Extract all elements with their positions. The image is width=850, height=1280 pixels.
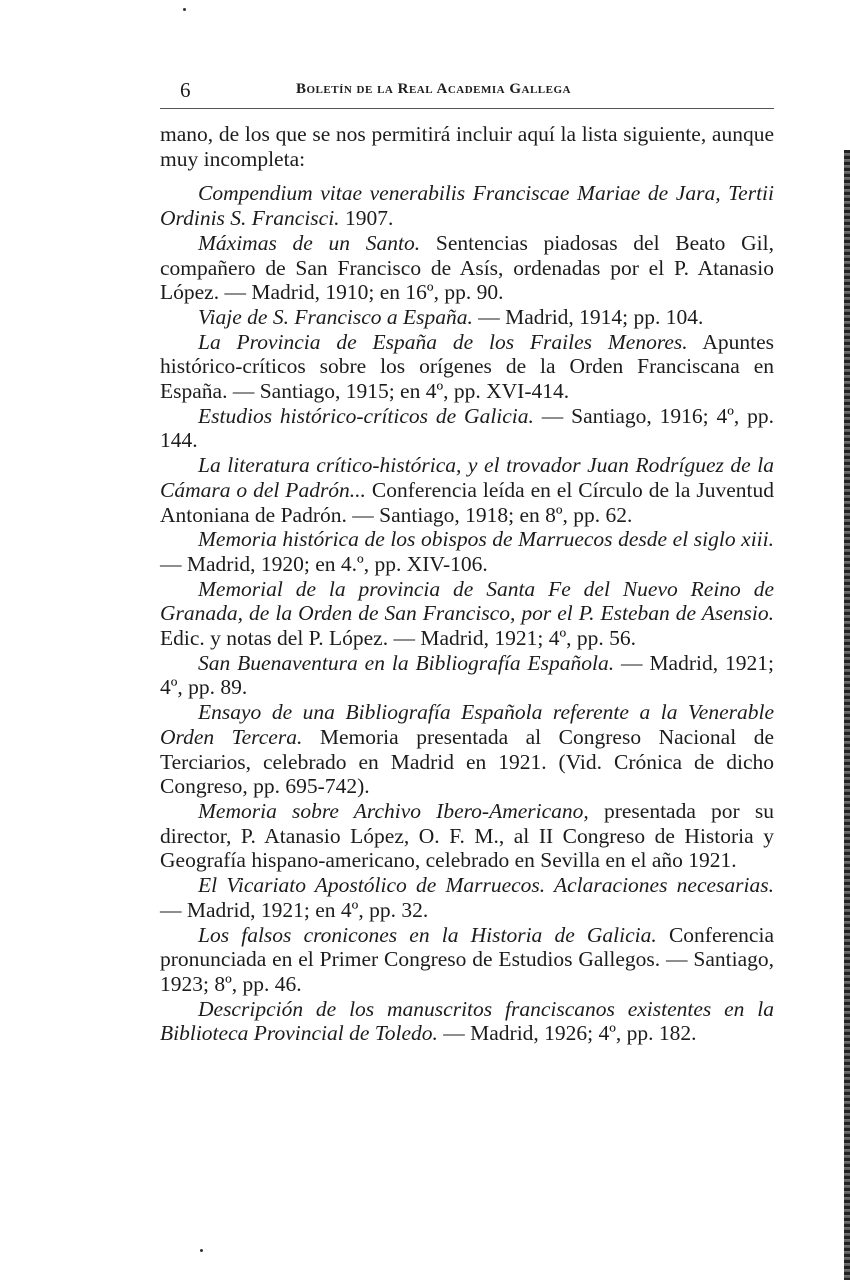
entry-title: Viaje de S. Francisco a España. xyxy=(198,304,473,329)
bibliography-entry xyxy=(160,799,774,873)
bibliography-entry xyxy=(160,231,774,305)
bibliography-entry xyxy=(160,997,774,1046)
speck-mark xyxy=(183,8,186,11)
scan-edge-shadow xyxy=(844,150,850,1280)
entry-title: La Provincia de España de los Frailes Menores. xyxy=(198,329,688,354)
bibliography-entry xyxy=(160,404,774,453)
bibliography-entry xyxy=(160,527,774,576)
entry-details: — Madrid, 1920; en 4.º, pp. XIV-106. xyxy=(160,551,488,576)
bibliography-entry xyxy=(160,923,774,997)
entry-details: 1907. xyxy=(339,206,394,231)
running-title: Boletín de la Real Academia Gallega xyxy=(296,81,571,97)
bibliography-list xyxy=(160,181,774,1046)
bibliography-entry xyxy=(160,651,774,700)
entry-details: Memoria presentada al Congreso Nacional de Terciarios, celebrado en Madrid en 1921. (Vid. Crónica de dicho Congreso, pp. 695-742). xyxy=(160,724,775,799)
entry-details: — Madrid, 1921; en 4º, pp. 32. xyxy=(160,897,429,922)
intro-paragraph: mano, de los que se nos permitirá incluir aquí la lista siguiente, aunque muy incompleta: xyxy=(160,122,774,171)
entry-title: Memorial de la provincia de Santa Fe del Nuevo Reino de Granada, de la Orden de San Francisco, por el P. Esteban de Asensio. xyxy=(160,576,774,626)
entry-title: Compendium vitae venerabilis Franciscae Mariae de Jara, Tertii Ordinis S. Francisci. xyxy=(160,181,774,231)
entry-details: Sentencias piadosas del Beato Gil, compañero de San Francisco de Asís, ordenadas por el P. Atanasio López. — Madrid, 1910; en 16º, pp. 90. xyxy=(160,230,775,305)
entry-title: Los falsos cronicones en la Historia de Galicia. xyxy=(198,922,657,947)
entry-details: presentada por su director, P. Atanasio López, O. F. M., al II Congreso de Historia y Geografía hispano-americano, celebrado en Sevilla en el año 1921. xyxy=(160,798,775,873)
entry-details: — Santiago, 1916; 4º, pp. 144. xyxy=(160,403,774,453)
entry-title: La literatura crítico-histórica, y el trovador Juan Rodríguez de la Cámara o del Padrón... xyxy=(160,453,774,502)
header-rule xyxy=(160,108,774,109)
speck-mark xyxy=(200,1249,203,1252)
entry-details: Conferencia leída en el Círculo de la Juventud Antoniana de Padrón. — Santiago, 1918; en 8º, pp. 62. xyxy=(160,477,775,527)
bibliography-entry xyxy=(160,305,774,330)
page-number: 6 xyxy=(180,78,191,102)
entry-details: — Madrid, 1921; 4º, pp. 89. xyxy=(160,650,774,700)
entry-details: — Madrid, 1914; pp. 104. xyxy=(472,304,704,329)
entry-details: Apuntes histórico-críticos sobre los orígenes de la Orden Franciscana en España. — Santiago, 1915; en 4º, pp. XVI-414. xyxy=(160,329,775,404)
entry-title: Ensayo de una Bibliografía Española referente a la Venerable Orden Tercera. xyxy=(160,700,774,749)
page-header xyxy=(160,78,774,102)
bibliography-entry xyxy=(160,453,774,527)
bibliography-entry xyxy=(160,577,774,651)
entry-title: Máximas de un Santo. xyxy=(198,230,421,255)
entry-details: — Madrid, 1926; 4º, pp. 182. xyxy=(437,1021,697,1046)
entry-details: Edic. y notas del P. López. — Madrid, 1921; 4º, pp. 56. xyxy=(160,626,637,651)
bibliography-entry xyxy=(160,181,774,230)
bibliography-entry xyxy=(160,700,774,799)
entry-details: Conferencia pronunciada en el Primer Congreso de Estudios Gallegos. — Santiago, 1923; 8º, pp. 46. xyxy=(160,922,774,996)
entry-title: San Buenaventura en la Bibliografía Española. xyxy=(198,650,615,675)
entry-title: Memoria sobre Archivo Ibero-Americano, xyxy=(198,798,589,823)
entry-title: Descripción de los manuscritos franciscanos existentes en la Biblioteca Provincial de Toledo. xyxy=(160,996,774,1046)
entry-title: El Vicariato Apostólico de Marruecos. Aclaraciones necesarias. xyxy=(198,873,774,898)
body-text xyxy=(160,122,774,1046)
entry-title: Estudios histórico-críticos de Galicia. xyxy=(198,403,534,428)
bibliography-entry xyxy=(160,873,774,922)
bibliography-entry xyxy=(160,330,774,404)
entry-title: Memoria histórica de los obispos de Marruecos desde el siglo xiii. xyxy=(198,527,774,552)
